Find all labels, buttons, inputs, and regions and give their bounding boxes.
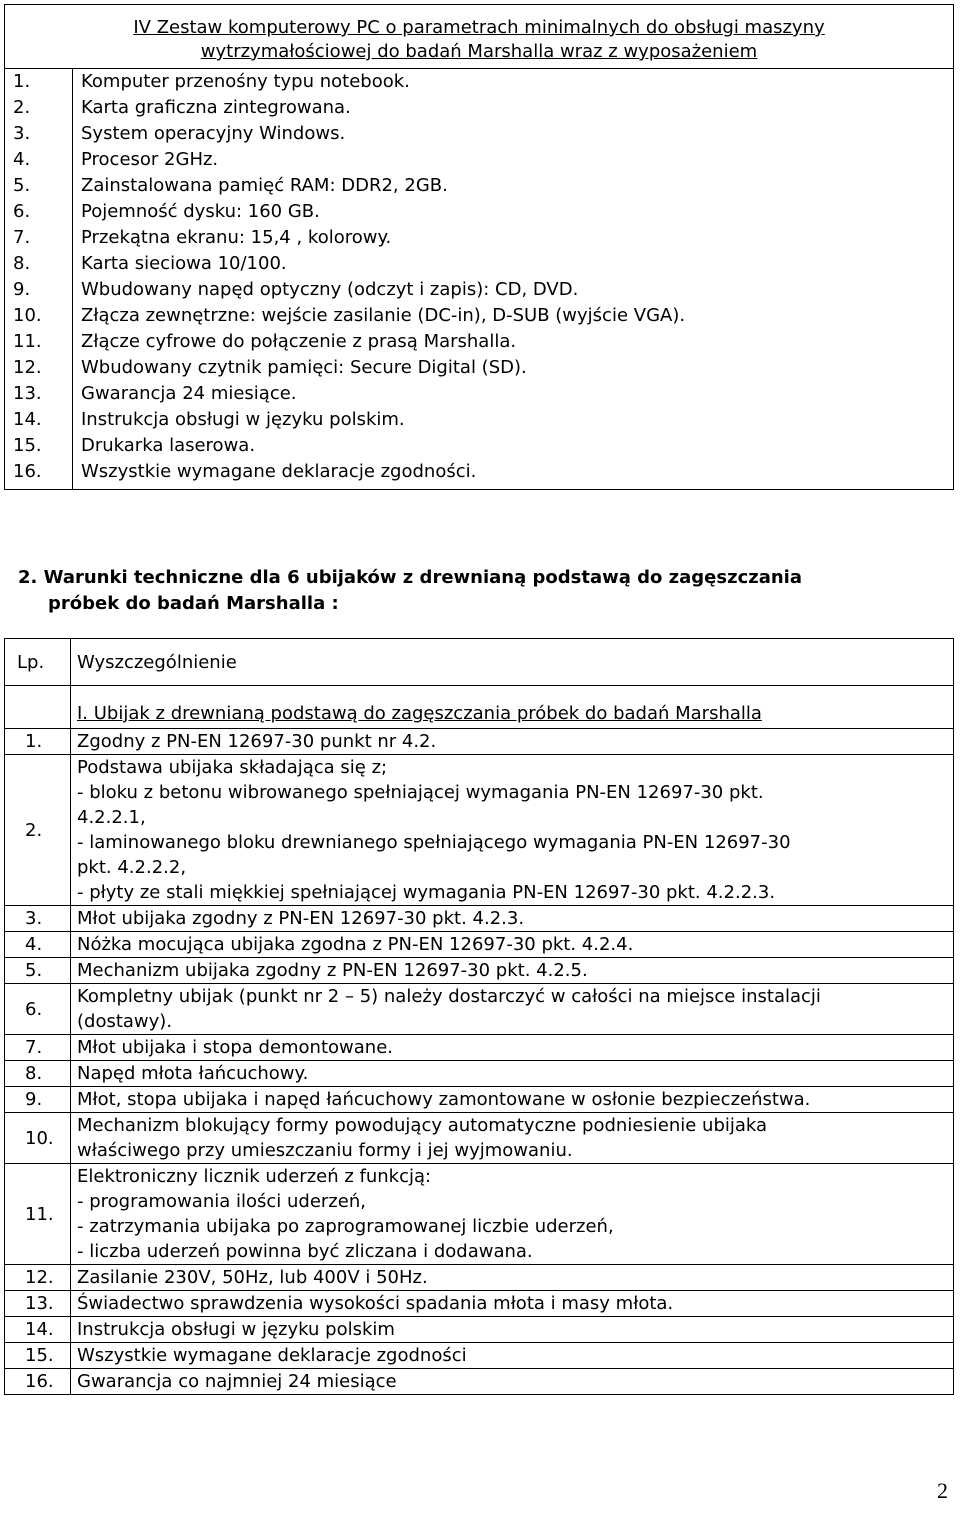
row-description-line: Kompletny ubijak (punkt nr 2 – 5) należy dostarczyć w całości na miejsce instalacji [77,986,821,1007]
subheading-cell [71,686,954,729]
item-number: 6. [13,201,31,222]
row-description [71,1291,954,1317]
computer-spec-title [5,5,954,69]
row-number: 3. [5,906,71,932]
row-number: 10. [5,1113,71,1164]
item-text: Zainstalowana pamięć RAM: DDR2, 2GB. [81,175,448,196]
row-description [71,729,954,755]
row-number: 15. [5,1343,71,1369]
item-text: Karta sieciowa 10/100. [81,253,287,274]
item-number: 2. [13,97,31,118]
row-description-line: Zasilanie 230V, 50Hz, lub 400V i 50Hz. [77,1267,428,1288]
row-description-line: pkt. 4.2.2.2, [77,857,187,878]
item-number: 10. [13,305,42,326]
item-text: Gwarancja 24 miesiące. [81,383,297,404]
row-description-line: właściwego przy umieszczaniu formy i jej wyjmowaniu. [77,1140,573,1161]
row-description-line: - programowania ilości uderzeń, [77,1191,366,1212]
row-description-line: Elektroniczny licznik uderzeń z funkcją: [77,1166,432,1187]
row-description-line: Świadectwo sprawdzenia wysokości spadania młota i masy młota. [77,1293,674,1314]
table-row [5,755,954,906]
table-row [5,1164,954,1265]
row-description-line: Zgodny z PN-EN 12697-30 punkt nr 4.2. [77,731,437,752]
row-description-line: - bloku z betonu wibrowanego spełniającej wymagania PN-EN 12697-30 pkt. [77,782,764,803]
row-number: 11. [5,1164,71,1265]
row-description-line: 4.2.2.1, [77,807,146,828]
row-description-line: Nóżka mocująca ubijaka zgodna z PN-EN 12697-30 pkt. 4.2.4. [77,934,634,955]
row-description [71,755,954,906]
item-number: 8. [13,253,31,274]
table-row [5,1291,954,1317]
table-row [5,1265,954,1291]
item-number: 11. [13,331,42,352]
row-description-line: Instrukcja obsługi w języku polskim [77,1319,395,1340]
row-description [71,1087,954,1113]
row-description-line: Młot, stopa ubijaka i napęd łańcuchowy zamontowane w osłonie bezpieczeństwa. [77,1089,811,1110]
row-number: 9. [5,1087,71,1113]
item-text: Wbudowany czytnik pamięci: Secure Digital (SD). [81,357,527,378]
row-description [71,1343,954,1369]
column-header-lp: Lp. [5,639,71,686]
row-description-line: Mechanizm blokujący formy powodujący automatyczne podniesienie ubijaka [77,1115,768,1136]
item-number-column [5,69,73,490]
item-text: Procesor 2GHz. [81,149,219,170]
table-row [5,958,954,984]
row-number: 16. [5,1369,71,1395]
item-text-column [73,69,954,490]
table-row [5,1061,954,1087]
row-description-line: Podstawa ubijaka składająca się z; [77,757,388,778]
item-text: Drukarka laserowa. [81,435,256,456]
row-description [71,958,954,984]
column-header-desc: Wyszczególnienie [71,639,954,686]
subheading-text: I. Ubijak z drewnianą podstawą do zagęszczania próbek do badań Marshalla [77,703,762,724]
subheading-row [5,686,954,729]
table-header-row [5,639,954,686]
item-text: Instrukcja obsługi w języku polskim. [81,409,405,430]
item-number: 9. [13,279,31,300]
table-row [5,1369,954,1395]
item-number: 4. [13,149,31,170]
item-text: System operacyjny Windows. [81,123,346,144]
title-line-2: wytrzymałościowej do badań Marshalla wraz z wyposażeniem [200,41,758,62]
item-number: 14. [13,409,42,430]
item-text: Wbudowany napęd optyczny (odczyt i zapis): CD, DVD. [81,279,579,300]
item-text: Przekątna ekranu: 15,4 , kolorowy. [81,227,392,248]
table-row [5,984,954,1035]
item-number: 1. [13,71,31,92]
row-description [71,1317,954,1343]
row-description-line: Młot ubijaka i stopa demontowane. [77,1037,393,1058]
row-description-line: - liczba uderzeń powinna być zliczana i dodawana. [77,1241,533,1262]
row-description-line: Młot ubijaka zgodny z PN-EN 12697-30 pkt. 4.2.3. [77,908,525,929]
row-number: 6. [5,984,71,1035]
row-number: 5. [5,958,71,984]
row-description [71,906,954,932]
row-description-line: - zatrzymania ubijaka po zaprogramowanej liczbie uderzeń, [77,1216,614,1237]
item-number: 12. [13,357,42,378]
row-description [71,1113,954,1164]
item-number: 15. [13,435,42,456]
row-number: 1. [5,729,71,755]
table-row [5,1035,954,1061]
row-number: 2. [5,755,71,906]
row-number: 12. [5,1265,71,1291]
row-number: 14. [5,1317,71,1343]
item-number: 5. [13,175,31,196]
row-description [71,1035,954,1061]
table-row [5,1113,954,1164]
page-number: 2 [937,1478,948,1503]
row-number: 13. [5,1291,71,1317]
item-number: 7. [13,227,31,248]
table-row [5,729,954,755]
item-text: Pojemność dysku: 160 GB. [81,201,320,222]
item-text: Wszystkie wymagane deklaracje zgodności. [81,461,477,482]
row-description-line: Gwarancja co najmniej 24 miesiące [77,1371,397,1392]
table-row [5,906,954,932]
row-description [71,1369,954,1395]
item-text: Złącza zewnętrzne: wejście zasilanie (DC-in), D-SUB (wyjście VGA). [81,305,686,326]
row-description [71,1164,954,1265]
title-line-1: IV Zestaw komputerowy PC o parametrach minimalnych do obsługi maszyny [133,17,825,38]
table-row [5,1343,954,1369]
row-number: 4. [5,932,71,958]
row-description [71,984,954,1035]
table-row [5,1087,954,1113]
row-description-line: - płyty ze stali miękkiej spełniającej wymagania PN-EN 12697-30 pkt. 4.2.2.3. [77,882,776,903]
heading-line-1: 2. Warunki techniczne dla 6 ubijaków z drewnianą podstawą do zagęszczania [18,567,803,588]
item-text: Karta graficzna zintegrowana. [81,97,351,118]
table-row [5,1317,954,1343]
item-text: Złącze cyfrowe do połączenie z prasą Marshalla. [81,331,517,352]
row-description [71,932,954,958]
row-description [71,1061,954,1087]
row-description-line: Mechanizm ubijaka zgodny z PN-EN 12697-30 pkt. 4.2.5. [77,960,588,981]
computer-spec-table [4,4,954,490]
heading-line-2: próbek do badań Marshalla : [48,593,339,614]
row-number: 7. [5,1035,71,1061]
item-number: 13. [13,383,42,404]
section-2-heading [18,565,948,617]
item-text: Komputer przenośny typu notebook. [81,71,410,92]
item-number: 16. [13,461,42,482]
subheading-empty-cell [5,686,71,729]
table-row [5,932,954,958]
row-description-line: Napęd młota łańcuchowy. [77,1063,309,1084]
row-description [71,1265,954,1291]
item-number: 3. [13,123,31,144]
rammer-spec-table [4,638,954,1395]
row-description-line: - laminowanego bloku drewnianego spełniającego wymagania PN-EN 12697-30 [77,832,791,853]
row-description-line: Wszystkie wymagane deklaracje zgodności [77,1345,467,1366]
row-description-line: (dostawy). [77,1011,173,1032]
row-number: 8. [5,1061,71,1087]
